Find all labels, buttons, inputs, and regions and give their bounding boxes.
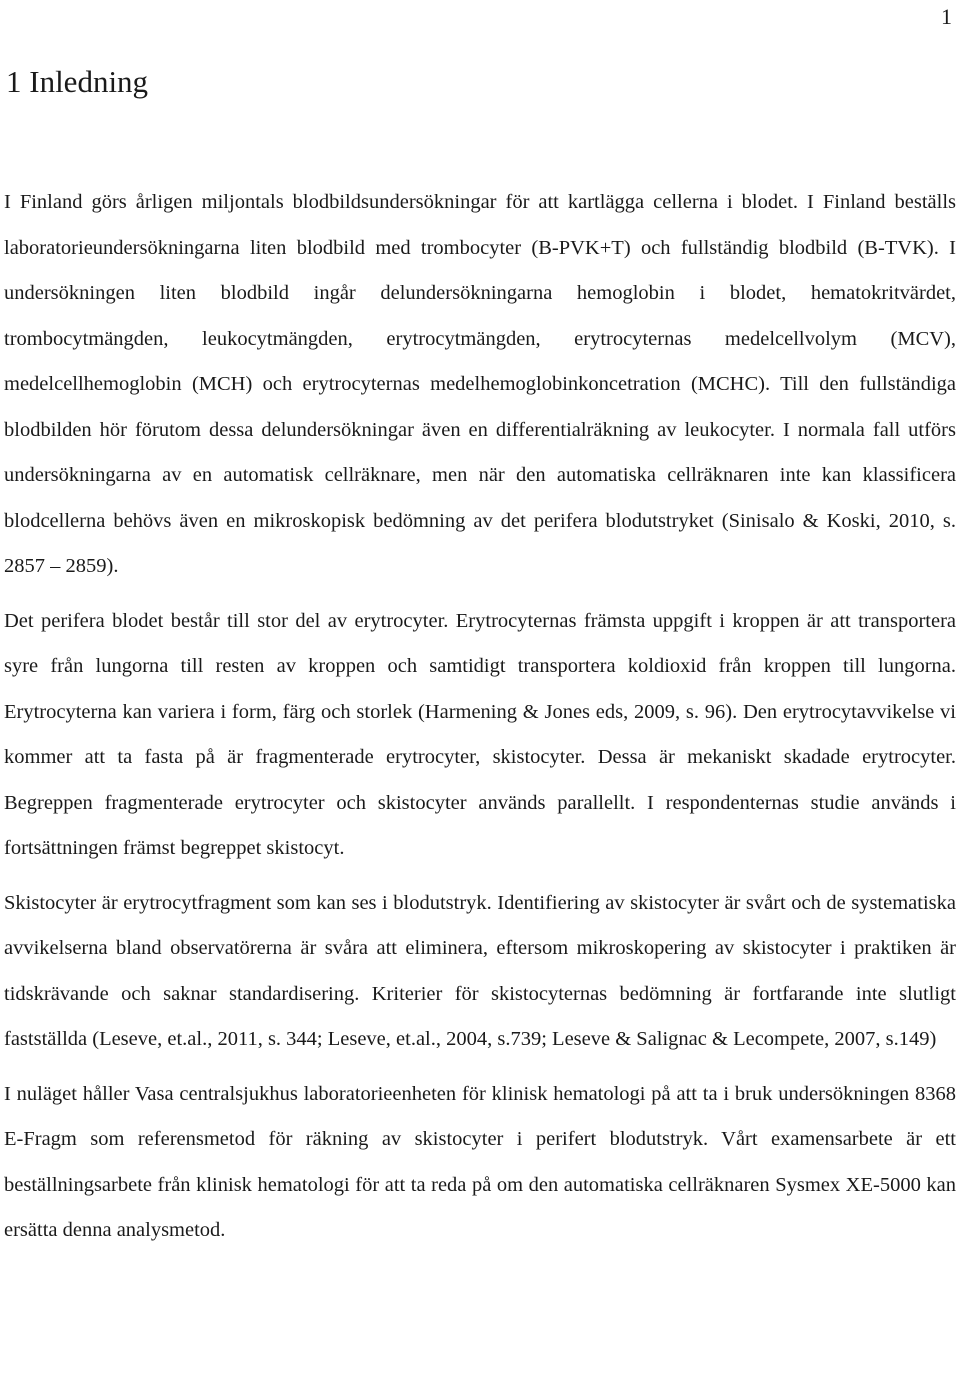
paragraph-nulaget: I nuläget håller Vasa centralsjukhus laboratorieenheten för klinisk hematologi på att ta i bruk undersökningen 8368 E-Fragm som referensmetod för räkning av skistocyter i perifert blodutstryk. Vårt examensarbete är ett beställningsarbete från klinisk hematologi för att ta reda på om den automatiska cellräknaren Sysmex XE-5000 kan ersätta denna analysmetod. — [4, 1082, 956, 1241]
page-number: 1 — [941, 4, 952, 29]
paragraph-erytrocyter: Det perifera blodet består till stor del av erytrocyter. Erytrocyternas främsta uppgift i kroppen är att transportera syre från lungorna till resten av kroppen och samtidigt transportera koldioxid från kroppen till lungorna. Erytrocyterna kan variera i form, färg och storlek (Harmening & Jones eds, 2009, s. 96). Den erytrocytavvikelse vi kommer att ta fasta på är fragmenterade erytrocyter, skistocyter. Dessa är mekaniskt skadade erytrocyter. Begreppen fragmenterade erytrocyter och skistocyter används parallellt. I respondenternas studie används i fortsättningen främst begreppet skistocyt. — [4, 609, 956, 859]
paragraph-skistocyter: Skistocyter är erytrocytfragment som kan ses i blodutstryk. Identifiering av skistocyter är svårt och de systematiska avvikelserna bland observatörerna är svåra att eliminera, eftersom mikroskopering av skistocyter i praktiken är tidskrävande och saknar standardisering. Kriterier för skistocyternas bedömning är fortfarande inte slutligt fastställda (Leseve, et.al., 2011, s. 344; Leseve, et.al., 2004, s.739; Leseve & Salignac & Lecompete, 2007, s.149) — [4, 891, 956, 1050]
chapter-heading: 1 Inledning — [6, 64, 149, 99]
paragraph-intro: I Finland görs årligen miljontals blodbildsundersökningar för att kartlägga cellerna i blodet. I Finland beställs laboratorieundersökningarna liten blodbild med trombocyter (B-PVK+T) och fullständig blodbild (B-TVK). I undersökningen liten blodbild ingår delundersökningarna hemoglobin i blodet, hematokritvärdet, trombocytmängden, leukocytmängden, erytrocytmängden, erytrocyternas medelcellvolym (MCV), medelcellhemoglobin (MCH) och erytrocyternas medelhemoglobinkoncetration (MCHC). Till den fullständiga blodbilden hör förutom dessa delundersökningar även en differentialräkning av leukocyter. I normala fall utförs undersökningarna av en automatisk cellräknare, men när den automatiska cellräknaren inte kan klassificera blodcellerna behövs även en mikroskopisk bedömning av det perifera blodutstryket (Sinisalo & Koski, 2010, s. 2857 – 2859). — [4, 191, 956, 577]
body-text — [4, 180, 956, 1254]
